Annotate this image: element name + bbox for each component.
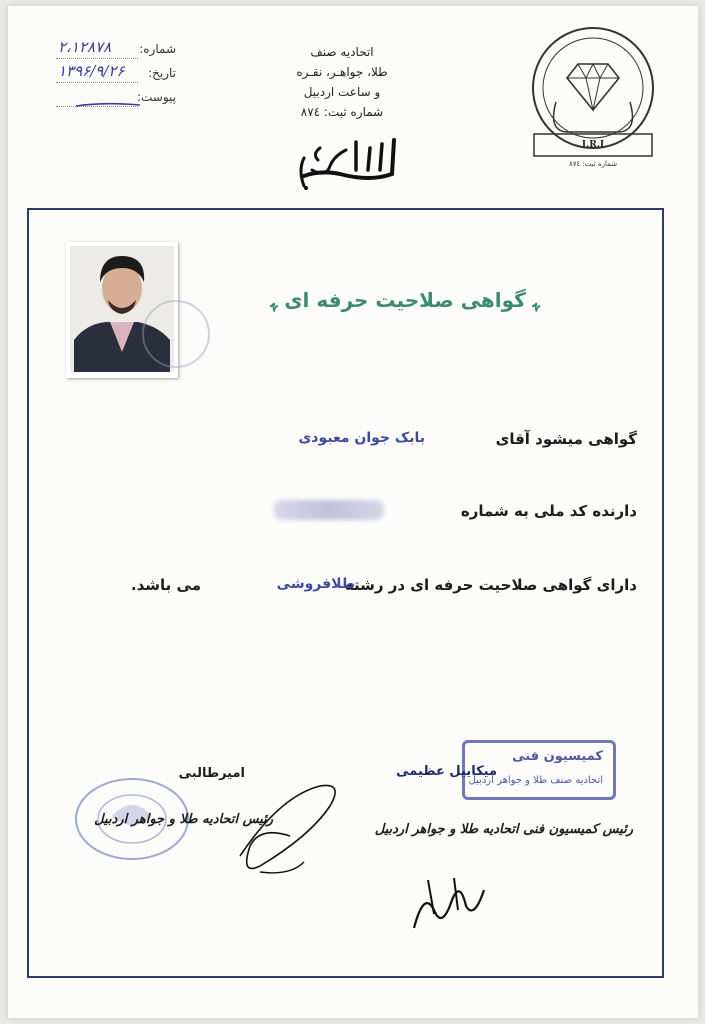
logo-registration: شماره ثبت: ۸۷٤ (568, 160, 618, 168)
logo-emblem-text: I.R.I (581, 140, 605, 150)
number-dotted-line (56, 58, 138, 59)
certificate-title (240, 288, 570, 312)
bismillah-calligraphy (290, 130, 400, 192)
line1-prefix: گواهی میشود آقای (495, 430, 637, 448)
line3-prefix: دارای گواهی صلاحیت حرفه ای در رشته (344, 576, 637, 594)
certificate-title-text: گواهی صلاحیت حرفه ای (284, 288, 526, 312)
union-header (272, 42, 412, 122)
stamp-title: کمیسیون فنی (512, 749, 603, 764)
union-head-role: رئیس اتحادیه طلا و جواهر اردبیل (94, 812, 273, 827)
union-head-name: امیرطالبی (178, 766, 245, 781)
line3-suffix: می باشد. (130, 576, 201, 594)
commission-head-role: رئیس کمیسیون فنی اتحادیه طلا و جواهر اردبیل (374, 822, 633, 837)
national-id-blurred (274, 500, 384, 520)
title-flourish-left-icon: ﮩ (270, 288, 278, 312)
line2-prefix: دارنده کد ملی به شماره (460, 502, 637, 520)
header-meta (56, 38, 176, 114)
holder-name: بابک جوان معبودی (298, 430, 425, 446)
date-label: تاریخ: (148, 66, 176, 80)
date-dotted-line (56, 82, 138, 83)
attachment-label: پیوست: (136, 90, 176, 104)
union-logo (526, 22, 660, 170)
number-label: شماره: (139, 42, 176, 56)
union-line-2: طلا، جواهـر، نقـره (296, 65, 388, 79)
date-value: ۱۳۹۶/۹/۲۶ (58, 62, 125, 80)
stamp-subtitle: اتحادیه صنف طلا و جواهر اردبیل (468, 775, 603, 786)
commission-head-signature (404, 870, 494, 940)
number-value: ۲،۱۲۸۷۸ (58, 38, 112, 56)
attachment-row (56, 90, 176, 114)
union-line-3: و ساعت اردبیل (303, 85, 381, 99)
commission-head-name: میکاییل عظیمی (396, 764, 497, 779)
union-line-1: اتحادیه صنف (310, 45, 374, 59)
title-flourish-right-icon: ﮩ (532, 288, 540, 312)
photo-embossed-seal (142, 300, 210, 368)
union-head-signature (220, 776, 350, 886)
union-line-4: شماره ثبت: ۸۷٤ (300, 105, 384, 119)
attachment-pen-stroke (74, 100, 144, 110)
profession-field: طلافروشی (276, 576, 355, 592)
date-row (56, 62, 176, 90)
